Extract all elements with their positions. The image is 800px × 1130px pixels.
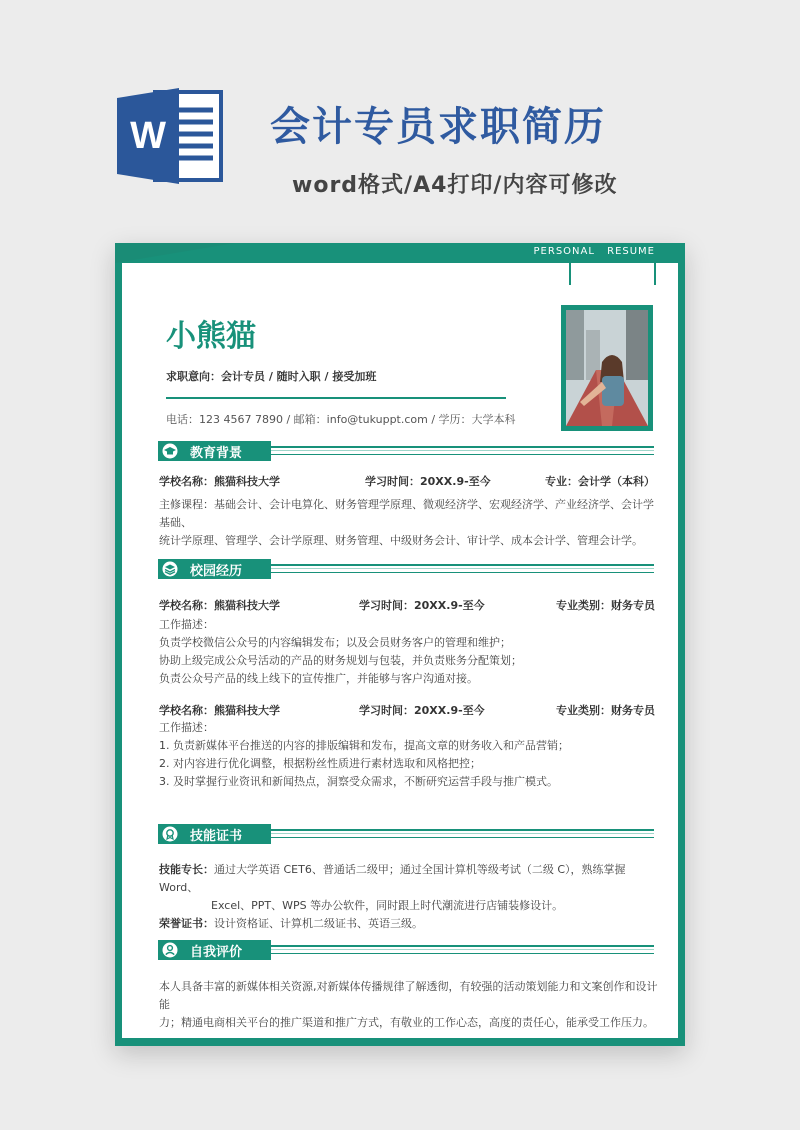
description-line: 协助上级完成公众号活动的产品的财务规划与包装，并负责账务分配策划； bbox=[159, 654, 522, 667]
description-line: 2. 对内容进行优化调整，根据粉丝性质进行素材选取和风格把控； bbox=[159, 757, 481, 770]
courses-line: 主修课程：基础会计、会计电算化、财务管理学原理、微观经济学、宏观经济学、产业经济学、会计学基础、 bbox=[159, 498, 654, 529]
description-line: 负责学校微信公众号的内容编辑发布；以及会员财务客户的管理和维护； bbox=[159, 636, 511, 649]
section-education-header bbox=[158, 441, 654, 461]
word-icon bbox=[117, 86, 227, 186]
study-time: 学习时间：20XX.9-至今 bbox=[359, 599, 485, 612]
layers-icon bbox=[162, 561, 178, 577]
description-line: 工作描述： bbox=[159, 618, 214, 631]
resume-body bbox=[122, 263, 678, 1038]
section-title: 技能证书 bbox=[190, 828, 243, 844]
section-title: 教育背景 bbox=[190, 445, 243, 461]
skill-text: Excel、PPT、WPS 等办公软件，同时跟上时代潮流进行店铺装修设计。 bbox=[211, 899, 564, 912]
study-time: 学习时间：20XX.9-至今 bbox=[359, 704, 485, 717]
resume-card bbox=[115, 243, 685, 1046]
description-line: 3. 及时掌握行业资讯和新闻热点，洞察受众需求，不断研究运营手段与推广模式。 bbox=[159, 775, 558, 788]
category: 专业类别：财务专员 bbox=[556, 599, 655, 612]
description-line: 工作描述： bbox=[159, 721, 214, 734]
school-name: 学校名称：熊猫科技大学 bbox=[159, 475, 280, 488]
work-description bbox=[159, 616, 659, 688]
section-rule bbox=[271, 564, 654, 573]
section-rule bbox=[271, 446, 654, 455]
study-time: 学习时间：20XX.9-至今 bbox=[365, 475, 491, 488]
major: 专业：会计学（本科） bbox=[545, 475, 655, 488]
category: 专业类别：财务专员 bbox=[556, 704, 655, 717]
photo-hanger bbox=[654, 263, 656, 285]
section-rule bbox=[271, 945, 654, 954]
description-line: 1. 负责新媒体平台推送的内容的排版编辑和发布，提高文章的财务收入和产品营销； bbox=[159, 739, 569, 752]
contact-info: 电话：123 4567 7890 / 邮箱：info@tukuppt.com / 学历：大学本科 bbox=[166, 413, 516, 426]
corner-decoration bbox=[115, 243, 235, 263]
graduation-cap-icon bbox=[162, 443, 178, 459]
profile-photo bbox=[561, 305, 653, 431]
section-campus-header bbox=[158, 559, 654, 579]
section-rule bbox=[271, 829, 654, 838]
honor-label: 荣誉证书： bbox=[159, 917, 214, 930]
divider bbox=[166, 397, 506, 399]
award-icon bbox=[162, 826, 178, 842]
self-line: 力；精通电商相关平台的推广渠道和推广方式，有敬业的工作心态，高度的责任心，能承受工作压力。 bbox=[159, 1016, 654, 1029]
self-line: 本人具备丰富的新媒体相关资源,对新媒体传播规律了解透彻，有较强的活动策划能力和文案创作和设计能 bbox=[159, 980, 658, 1011]
banner-subtitle: word格式/A4打印/内容可修改 bbox=[292, 173, 618, 198]
skill-label: 技能专长： bbox=[159, 863, 214, 876]
section-title: 校园经历 bbox=[190, 563, 243, 579]
candidate-name: 小熊猫 bbox=[166, 319, 256, 354]
honor-text: 设计资格证、计算机二级证书、英语三级。 bbox=[214, 917, 423, 930]
description-line: 负责公众号产品的线上线下的宣传推广，并能够与客户沟通对接。 bbox=[159, 672, 478, 685]
courses-line: 统计学原理、管理学、会计学原理、财务管理、中级财务会计、审计学、成本会计学、管理会计学。 bbox=[159, 534, 643, 547]
section-skills-header bbox=[158, 824, 654, 844]
school-name: 学校名称：熊猫科技大学 bbox=[159, 704, 280, 717]
banner-title: 会计专员求职简历 bbox=[270, 104, 606, 150]
personal-resume-label: PERSONAL RESUME bbox=[533, 246, 655, 257]
svg-text:W: W bbox=[130, 115, 166, 157]
job-intent: 求职意向：会计专员 / 随时入职 / 接受加班 bbox=[166, 370, 377, 383]
school-name: 学校名称：熊猫科技大学 bbox=[159, 599, 280, 612]
courses bbox=[159, 496, 659, 550]
section-title: 自我评价 bbox=[190, 944, 243, 960]
section-self-header bbox=[158, 940, 654, 960]
skill-text: 通过大学英语 CET6、普通话二级甲；通过全国计算机等级考试（二级 C），熟练掌握 Word、 bbox=[159, 863, 626, 894]
photo-hanger bbox=[569, 263, 571, 285]
self-evaluation bbox=[159, 978, 659, 1032]
work-description bbox=[159, 719, 659, 791]
skills-content bbox=[159, 861, 659, 933]
user-icon bbox=[162, 942, 178, 958]
